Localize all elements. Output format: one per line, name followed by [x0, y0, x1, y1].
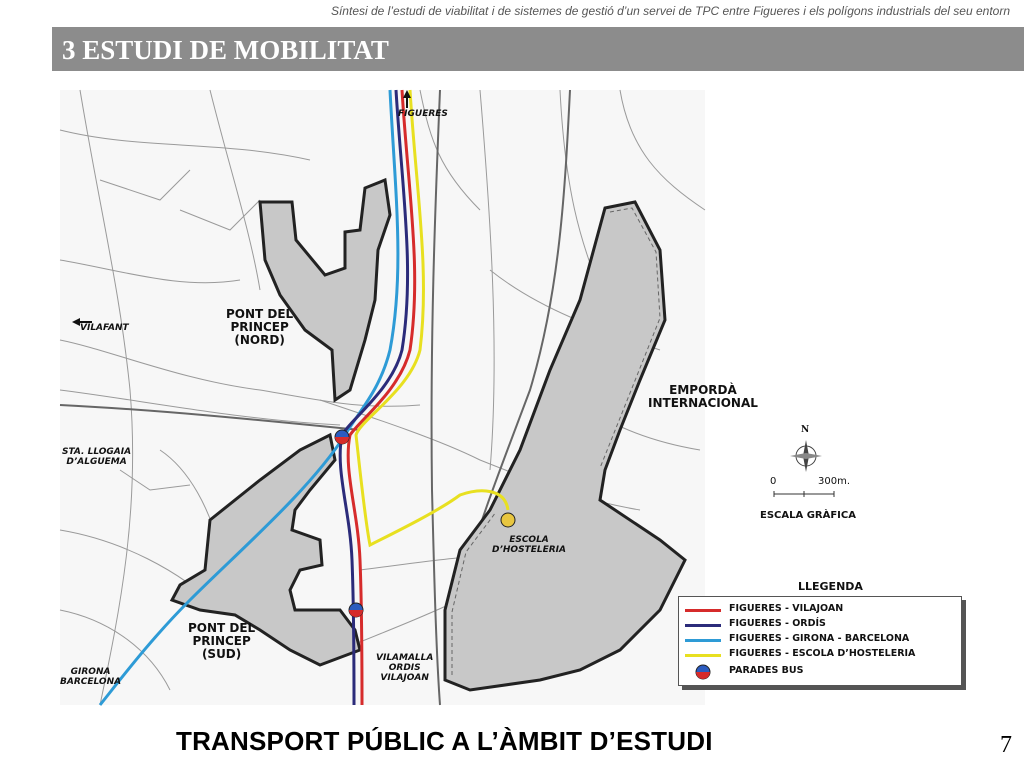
- scale-start-label: 0: [770, 476, 777, 487]
- document-subtitle: Síntesi de l’estudi de viabilitat i de sistemes de gestió d’un servei de TPC entre Figueres i els polígons industrials del seu entorn: [330, 4, 1010, 18]
- section-banner: [52, 27, 1024, 71]
- legend-item-bus-stops: [685, 665, 957, 679]
- label-pont-del-princep-nord: PONT DEL PRINCEP (NORD): [226, 307, 294, 348]
- legend-swatch-ordis: [685, 624, 721, 627]
- section-title: 3 ESTUDI DE MOBILITAT: [62, 35, 389, 65]
- legend-label-bus-stops: PARADES BUS: [729, 665, 804, 676]
- legend-item-girona-barcelona: [685, 633, 957, 647]
- label-emporda-internacional: EMPORDÀ INTERNACIONAL: [648, 383, 758, 411]
- page-number: 7: [1000, 732, 1012, 758]
- north-arrow: [788, 426, 824, 476]
- label-figueres: FIGUERES: [398, 109, 448, 119]
- legend-label-girona-barcelona: FIGUERES - GIRONA - BARCELONA: [729, 633, 910, 644]
- compass-north-letter: N: [801, 425, 810, 435]
- slide-title: TRANSPORT PÚBLIC A L’ÀMBIT D’ESTUDI: [176, 726, 713, 756]
- label-girona-barcelona: GIRONA BARCELONA: [60, 667, 122, 687]
- label-vilafant: VILAFANT: [80, 323, 129, 333]
- scale-end-label: 300m.: [818, 476, 851, 487]
- legend-label-escola-hosteleria: FIGUERES - ESCOLA D’HOSTELERIA: [729, 648, 916, 659]
- legend-title: LLEGENDA: [798, 580, 863, 593]
- legend-item-vilajoan: [685, 603, 957, 617]
- label-pont-del-princep-sud: PONT DEL PRINCEP (SUD): [188, 621, 256, 662]
- label-sta-llogaia: STA. LLOGAIA D’ALGUEMA: [62, 447, 132, 467]
- scale-bar: [774, 489, 864, 499]
- legend: [678, 580, 968, 690]
- scale-caption: ESCALA GRÀFICA: [760, 510, 856, 521]
- legend-box: [678, 596, 962, 686]
- legend-item-escola-hosteleria: [685, 648, 957, 662]
- legend-swatch-vilajoan: [685, 609, 721, 612]
- legend-label-ordis: FIGUERES - ORDÍS: [729, 618, 826, 629]
- legend-swatch-escola-hosteleria: [685, 654, 721, 657]
- map-panel: [60, 90, 758, 705]
- legend-swatch-girona-barcelona: [685, 639, 721, 642]
- graphic-scale: [760, 476, 860, 526]
- label-escola-hosteleria: ESCOLA D’HOSTELERIA: [492, 535, 566, 555]
- legend-item-ordis: [685, 618, 957, 632]
- label-vilamalla: VILAMALLA ORDIS VILAJOAN: [376, 653, 434, 683]
- bus-stop-icon: [695, 664, 711, 680]
- legend-label-vilajoan: FIGUERES - VILAJOAN: [729, 603, 844, 614]
- map-drawing: [60, 90, 705, 705]
